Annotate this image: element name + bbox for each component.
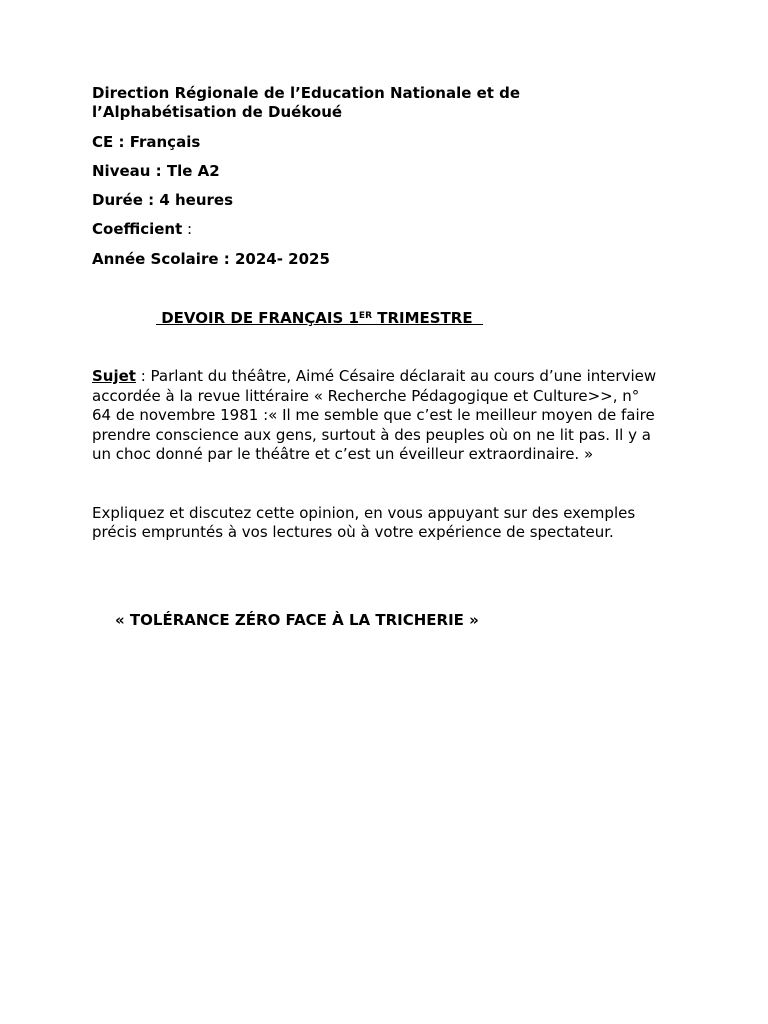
motto: « TOLÉRANCE ZÉRO FACE À LA TRICHERIE » <box>115 611 479 629</box>
coefficient-separator: : <box>182 220 193 238</box>
consigne-line-1: Expliquez et discutez cette opinion, en vous appuyant sur des exemples <box>92 504 636 522</box>
ce-field: CE : Français <box>92 133 201 151</box>
coefficient-label: Coefficient <box>92 220 183 238</box>
sujet-line-2: accordée à la revue littéraire « Recherche Pédagogique et Culture>>, n° <box>92 387 640 405</box>
sujet-line-3: 64 de novembre 1981 :« Il me semble que c’est le meilleur moyen de faire <box>92 406 655 424</box>
direction-line-1: Direction Régionale de l’Education Nationale et de <box>92 84 521 102</box>
title-rest: TRIMESTRE <box>372 309 484 327</box>
coefficient-field <box>92 220 192 240</box>
title-superscript: ER <box>358 311 372 321</box>
sujet-line-1 <box>92 367 656 387</box>
sujet-line-4: prendre conscience aux gens, surtout à des peuples où on ne lit pas. Il y a <box>92 426 651 444</box>
sujet-label: Sujet <box>92 367 136 385</box>
direction-line-2: l’Alphabétisation de Duékoué <box>92 103 343 121</box>
consigne-line-2: précis empruntés à vos lectures où à votre expérience de spectateur. <box>92 523 614 541</box>
document-title <box>156 309 483 327</box>
duree-field: Durée : 4 heures <box>92 191 234 209</box>
title-main: DEVOIR DE FRANÇAIS 1 <box>156 309 359 327</box>
sujet-line-5: un choc donné par le théâtre et c’est un éveilleur extraordinaire. » <box>92 445 594 463</box>
niveau-field: Niveau : Tle A2 <box>92 162 220 180</box>
annee-field: Année Scolaire : 2024- 2025 <box>92 250 330 268</box>
sujet-text-1: : Parlant du théâtre, Aimé Césaire déclarait au cours d’une interview <box>135 367 657 385</box>
